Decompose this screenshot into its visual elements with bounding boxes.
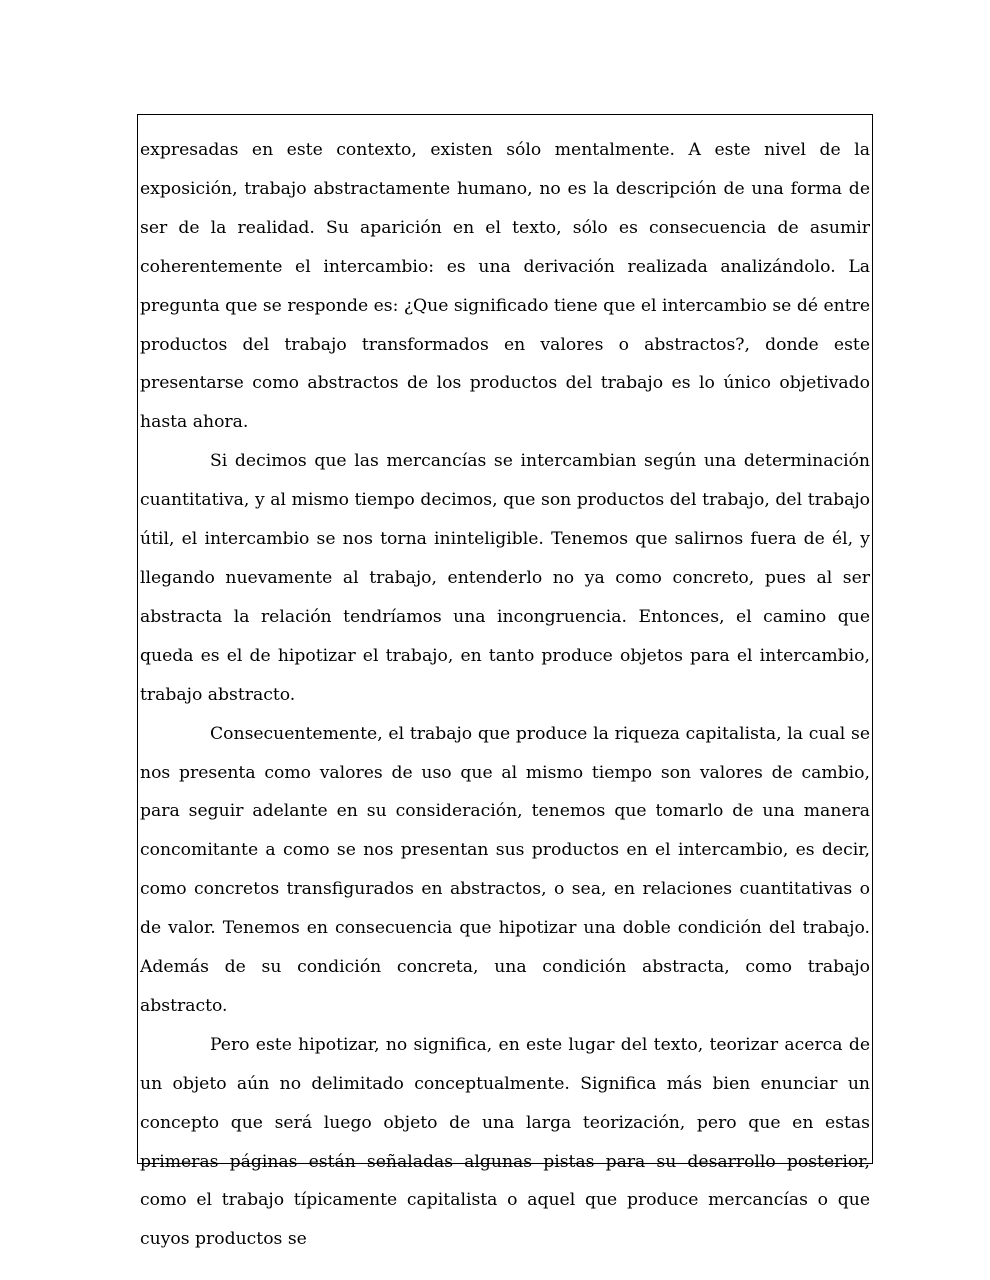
paragraph-3: Consecuentemente, el trabajo que produce la riqueza capitalista, la cual se nos presenta como valores de uso que al mismo tiempo son valores de cambio, para seguir adelante en su consideración, tenemos que tomarlo de una manera concomitante a como se nos presentan sus productos en el intercambio, es decir, como concretos transfigurados en abstractos, o sea, en relaciones cuantitativas o de valor. Tenemos en consecuencia que hipotizar una doble condición del trabajo. Además de su condición concreta, una condición abstracta, como trabajo abstracto. <box>140 723 870 1016</box>
paragraph-2: Si decimos que las mercancías se intercambian según una determinación cuantitativa, y al mismo tiempo decimos, que son productos del trabajo, del trabajo útil, el intercambio se nos torna ininteligible. Tenemos que salirnos fuera de él, y llegando nuevamente al trabajo, entenderlo no ya como concreto, pues al ser abstracta la relación tendríamos una incongruencia. Entonces, el camino que queda es el de hipotizar el trabajo, en tanto produce objetos para el intercambio, trabajo abstracto. <box>140 451 870 705</box>
paragraph-1: expresadas en este contexto, existen sólo mentalmente. A este nivel de la exposición, trabajo abstractamente humano, no es la descripción de una forma de ser de la realidad. Su aparición en el texto, sólo es consecuencia de asumir coherentemente el intercambio: es una derivación realizada analizándolo. La pregunta que se responde es: ¿Que significado tiene que el intercambio se dé entre productos del trabajo transformados en valores o abstractos?, donde este presentarse como abstractos de los productos del trabajo es lo único objetivado hasta ahora. <box>140 140 870 433</box>
page-frame <box>137 114 873 1250</box>
paragraph-4: Pero este hipotizar, no significa, en este lugar del texto, teorizar acerca de un objeto aún no delimitado conceptualmente. Significa más bien enunciar un concepto que será luego objeto de una larga teorización, pero que en estas primeras páginas están señaladas algunas pistas para su desarrollo posterior, como el trabajo típicamente capitalista o aquel que produce mercancías o que cuyos productos se <box>140 1034 870 1250</box>
